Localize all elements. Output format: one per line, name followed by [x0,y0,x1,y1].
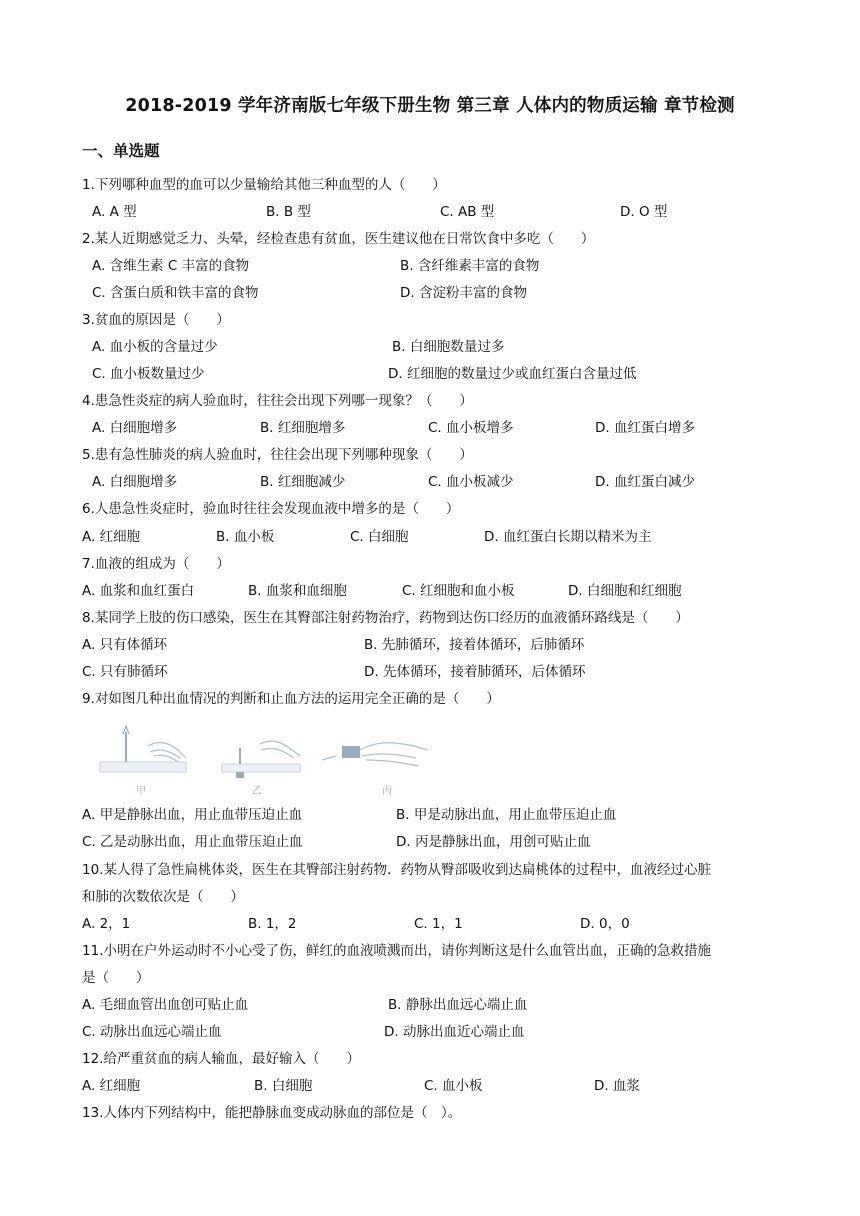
q11-option-b: B. 静脉出血远心端止血 [388,997,528,1013]
document-title: 2018-2019 学年济南版七年级下册生物 第三章 人体内的物质运输 章节检测 [125,96,735,116]
question-9: 9.对如图几种出血情况的判断和止血方法的运用完全正确的是（ ） [82,691,500,707]
q6-option-a: A. 红细胞 [82,529,141,545]
q5-option-c: C. 血小板减少 [428,474,514,490]
figure-label-jia: 甲 [136,786,146,797]
q12-option-c: C. 血小板 [424,1078,483,1094]
q10-option-c: C. 1，1 [414,916,463,932]
question-1: 1.下列哪种血型的血可以少量输给其他三种血型的人（ ） [82,177,446,193]
q5-option-b: B. 红细胞减少 [260,474,346,490]
q7-option-a: A. 血浆和血红蛋白 [82,583,195,599]
q3-option-b: B. 白细胞数量过多 [392,339,505,355]
q6-option-c: C. 白细胞 [350,529,409,545]
q8-option-c: C. 只有肺循环 [82,664,168,680]
q12-option-a: A. 红细胞 [82,1078,141,1094]
q10-option-d: D. 0，0 [580,916,630,932]
q2-option-a: A. 含维生素 C 丰富的食物 [92,258,250,274]
question-4: 4.患急性炎症的病人验血时，往往会出现下列哪一现象？（ ） [82,393,473,409]
q4-option-d: D. 血红蛋白增多 [595,420,695,436]
q2-option-c: C. 含蛋白质和铁丰富的食物 [92,285,259,301]
q11-option-d: D. 动脉出血近心端止血 [384,1024,525,1040]
q2-option-d: D. 含淀粉丰富的食物 [400,285,527,301]
q6-option-d: D. 血红蛋白长期以精米为主 [484,529,652,545]
figure-label-bing: 丙 [382,786,392,797]
q3-option-c: C. 血小板数量过少 [92,366,205,382]
question-10-cont: 和肺的次数依次是（ ） [82,889,244,905]
q4-option-b: B. 红细胞增多 [260,420,346,436]
q5-option-a: A. 白细胞增多 [92,474,178,490]
q12-option-b: B. 白细胞 [254,1078,313,1094]
q9-option-a: A. 甲是静脉出血，用止血带压迫止血 [82,807,303,823]
question-11: 11.小明在户外运动时不小心受了伤，鲜红的血液喷溅而出，请你判断这是什么血管出血，正确的急救措施 [82,943,711,959]
figure-bing-illustration [322,743,428,766]
question-11-cont: 是（ ） [82,970,150,986]
q9-option-b: B. 甲是动脉出血，用止血带压迫止血 [396,807,617,823]
q9-option-d: D. 丙是静脉出血，用创可贴止血 [396,834,591,850]
bleeding-illustration [96,720,456,800]
q8-option-b: B. 先肺循环，接着体循环，后肺循环 [364,637,585,653]
question-3: 3.贫血的原因是（ ） [82,312,230,328]
q12-option-d: D. 血浆 [594,1078,640,1094]
q4-option-c: C. 血小板增多 [428,420,514,436]
figure-yi-illustration [222,741,300,778]
figure-label-yi: 乙 [252,786,262,797]
question-10: 10.某人得了急性扁桃体炎，医生在其臀部注射药物．药物从臀部吸收到达扁桃体的过程中，血液经过心脏 [82,862,711,878]
question-5: 5.患有急性肺炎的病人验血时，往往会出现下列哪种现象（ ） [82,447,473,463]
q4-option-a: A. 白细胞增多 [92,420,178,436]
q6-option-b: B. 血小板 [216,529,275,545]
q11-option-a: A. 毛细血管出血创可贴止血 [82,997,249,1013]
q8-option-a: A. 只有体循环 [82,637,168,653]
q9-option-c: C. 乙是动脉出血，用止血带压迫止血 [82,834,303,850]
q10-option-b: B. 1，2 [248,916,297,932]
question-2: 2.某人近期感觉乏力、头晕，经检查患有贫血，医生建议他在日常饮食中多吃（ ） [82,231,595,247]
q10-option-a: A. 2，1 [82,916,131,932]
question-7: 7.血液的组成为（ ） [82,556,230,572]
q8-option-d: D. 先体循环，接着肺循环，后体循环 [364,664,586,680]
section-heading: 一、单选题 [82,142,160,160]
question-12: 12.给严重贫血的病人输血，最好输入（ ） [82,1051,360,1067]
question-13: 13.人体内下列结构中，能把静脉血变成动脉血的部位是（ ）。 [82,1105,462,1121]
q3-option-a: A. 血小板的含量过少 [92,339,218,355]
q5-option-d: D. 血红蛋白减少 [595,474,695,490]
q7-option-b: B. 血浆和血细胞 [248,583,347,599]
q1-option-a: A. A 型 [92,204,137,220]
q2-option-b: B. 含纤维素丰富的食物 [400,258,540,274]
q1-option-b: B. B 型 [266,204,311,220]
q11-option-c: C. 动脉出血远心端止血 [82,1024,222,1040]
question-6: 6.人患急性炎症时，验血时往往会发现血液中增多的是（ ） [82,501,460,517]
q1-option-d: D. O 型 [620,204,668,220]
q7-option-c: C. 红细胞和血小板 [402,583,515,599]
q1-option-c: C. AB 型 [440,204,495,220]
q7-option-d: D. 白细胞和红细胞 [568,583,682,599]
question-8: 8.某同学上肢的伤口感染，医生在其臀部注射药物治疗，药物到达伤口经历的血液循环路线是（ ） [82,610,689,626]
figure-jia-illustration [100,726,186,772]
q3-option-d: D. 红细胞的数量过少或血红蛋白含量过低 [388,366,637,382]
bleeding-figure [96,720,456,800]
